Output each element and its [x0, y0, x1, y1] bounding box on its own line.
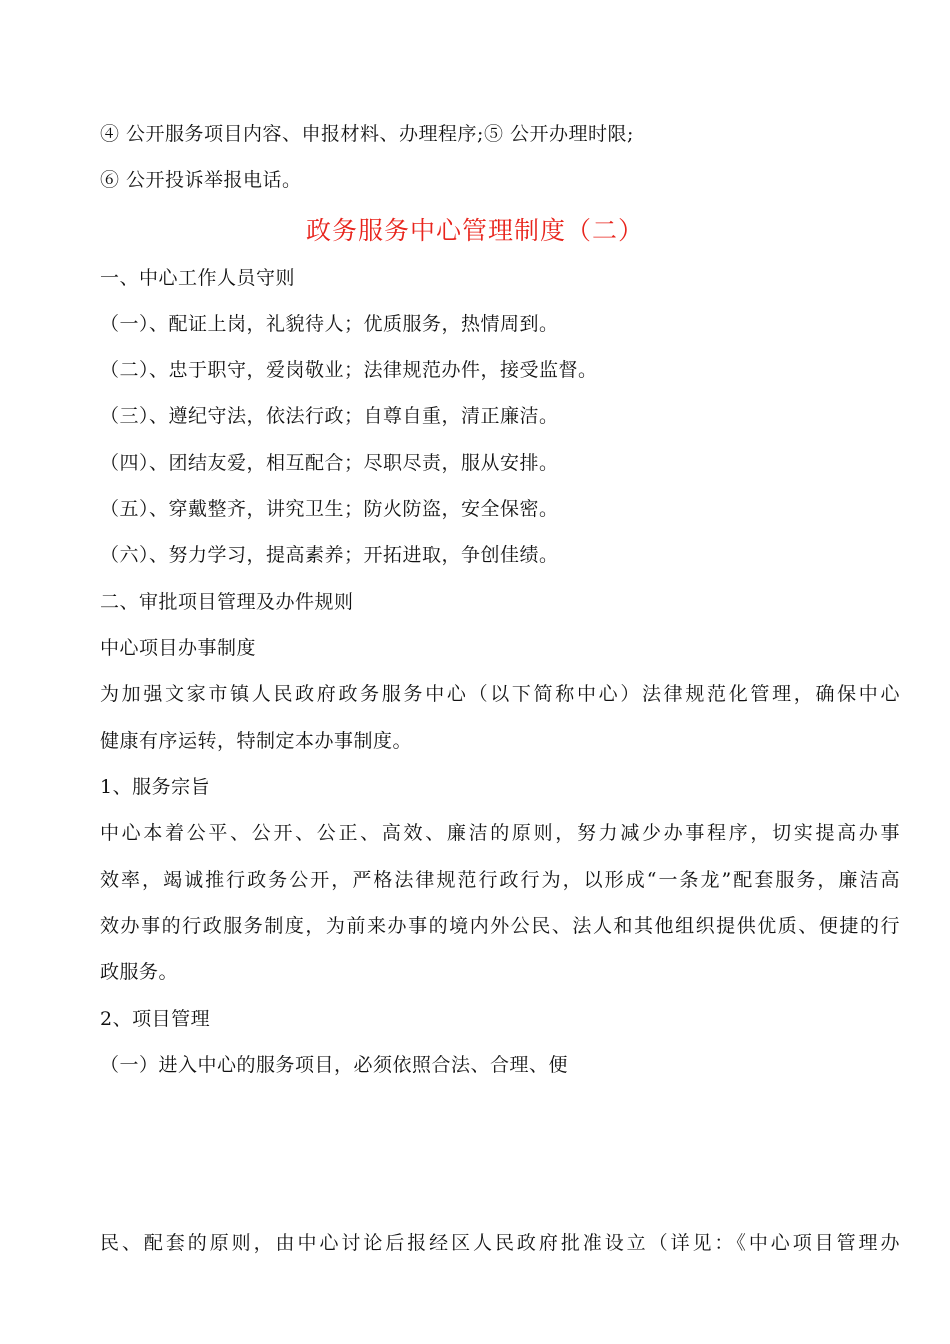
para-intro-line-1: 为加强文家市镇人民政府政务服务中心（以下简称中心）法律规范化管理，确保中心 — [100, 683, 900, 705]
rule-6: （六）、努力学习，提高素养；开拓进取，争创佳绩。 — [100, 544, 559, 566]
rule-3: （三）、遵纪守法，依法行政；自尊自重，清正廉洁。 — [100, 405, 559, 427]
section-title: 政务服务中心管理制度（二） — [305, 216, 644, 245]
item-6-line: ⑥ 公开投诉举报电话。 — [100, 169, 302, 191]
heading-project-management: 二、审批项目管理及办件规则 — [100, 591, 354, 613]
para-items-line-1: （一）进入中心的服务项目，必须依照合法、合理、便 — [100, 1054, 569, 1076]
para-purpose-line-1: 中心本着公平、公开、公正、高效、廉洁的原则，努力减少办事程序，切实提高办事 — [100, 822, 900, 844]
heading-staff-rules: 一、中心工作人员守则 — [100, 267, 296, 289]
para-intro-line-2: 健康有序运转，特制定本办事制度。 — [100, 730, 413, 752]
para-purpose-line-3: 效办事的行政服务制度，为前来办事的境内外公民、法人和其他组织提供优质、便捷的行 — [100, 915, 900, 937]
heading-office-system: 中心项目办事制度 — [100, 637, 257, 659]
rule-4: （四）、团结友爱，相互配合；尽职尽责，服从安排。 — [100, 452, 559, 474]
para-items-line-2: 民、配套的原则，由中心讨论后报经区人民政府批准设立（详见：《中心项目管理办 — [100, 1232, 900, 1254]
para-purpose-line-4: 政服务。 — [100, 961, 179, 983]
heading-item-management: 2、项目管理 — [100, 1008, 211, 1030]
rule-1: （一）、配证上岗，礼貌待人；优质服务，热情周到。 — [100, 313, 559, 335]
item-4-5-line: ④ 公开服务项目内容、申报材料、办理程序;⑤ 公开办理时限; — [100, 123, 634, 145]
para-purpose-line-2: 效率，竭诚推行政务公开，严格法律规范行政行为，以形成“一条龙”配套服务，廉洁高 — [100, 869, 900, 891]
heading-service-purpose: 1、服务宗旨 — [100, 776, 211, 798]
rule-2: （二）、忠于职守，爱岗敬业；法律规范办件，接受监督。 — [100, 359, 598, 381]
rule-5: （五）、穿戴整齐，讲究卫生；防火防盗，安全保密。 — [100, 498, 559, 520]
